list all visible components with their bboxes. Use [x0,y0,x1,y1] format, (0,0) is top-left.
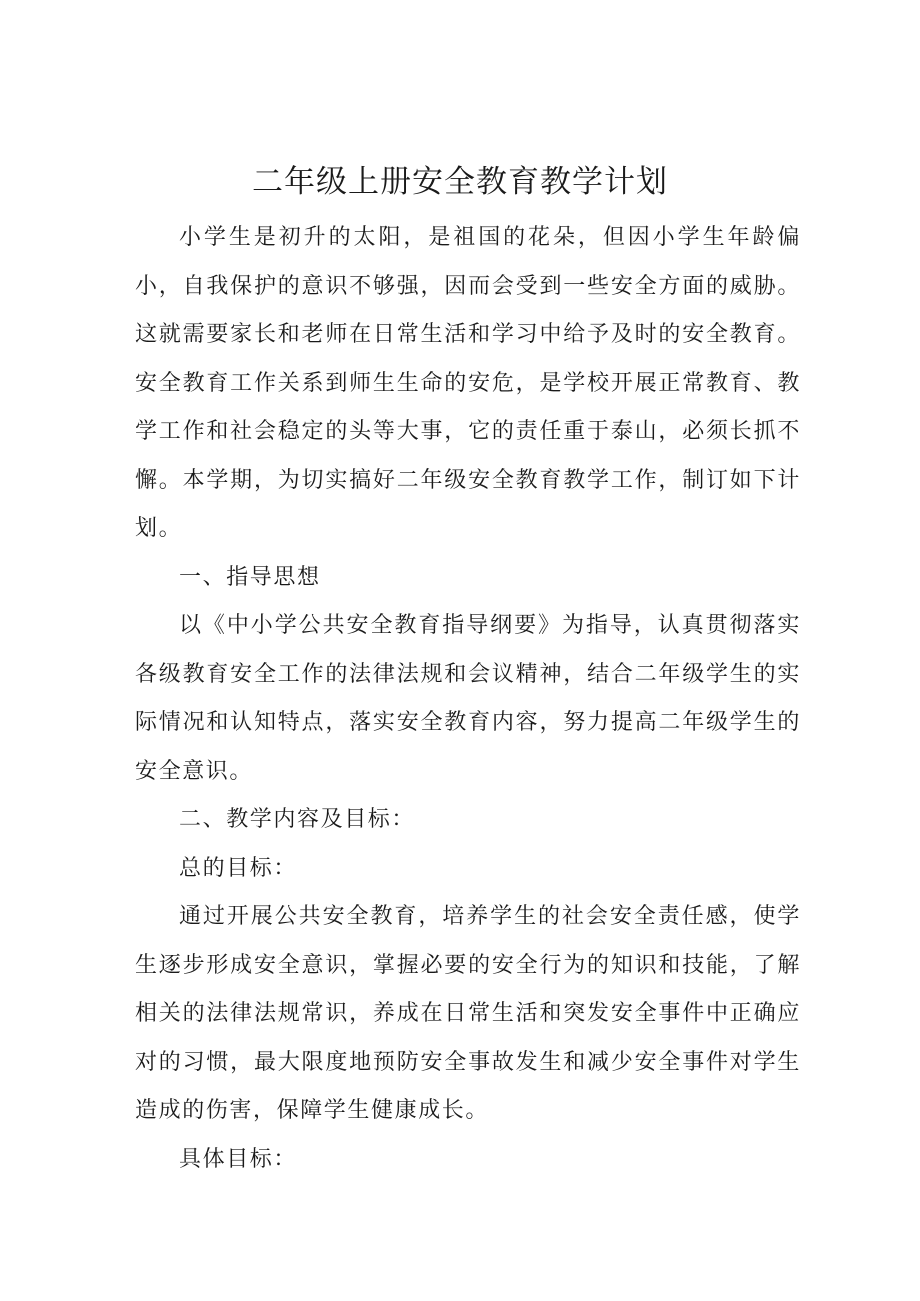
subheading-overall-goal: 总的目标： [179,855,298,881]
document-body [135,214,801,1184]
section-heading-content-goals: 二、教学内容及目标： [179,807,416,832]
subheading-specific-goals: 具体目标： [179,1146,298,1172]
section-heading-guiding-ideology: 一、指导思想 [179,564,321,590]
guiding-ideology-paragraph: 以《中小学公共安全教育指导纲要》为指导，认真贯彻落实各级教育安全工作的法律法规和会议精神，结合二年级学生的实际情况和认知特点，落实安全教育内容，努力提高二年级学生的安全意识。 [135,613,801,784]
overall-goal-paragraph: 通过开展公共安全教育，培养学生的社会安全责任感，使学生逐步形成安全意识，掌握必要的安全行为的知识和技能，了解相关的法律法规常识，养成在日常生活和突发安全事件中正确应对的习惯，最大限度地预防安全事故发生和减少安全事件对学生造成的伤害，保障学生健康成长。 [135,904,801,1123]
intro-paragraph: 小学生是初升的太阳，是祖国的花朵，但因小学生年龄偏小，自我保护的意识不够强，因而会受到一些安全方面的威胁。这就需要家长和老师在日常生活和学习中给予及时的安全教育。安全教育工作关系到师生生命的安危，是学校开展正常教育、教学工作和社会稳定的头等大事，它的责任重于泰山，必须长抓不懈。本学期，为切实搞好二年级安全教育教学工作，制订如下计划。 [135,225,801,541]
document-title: 二年级上册安全教育教学计划 [252,164,668,200]
